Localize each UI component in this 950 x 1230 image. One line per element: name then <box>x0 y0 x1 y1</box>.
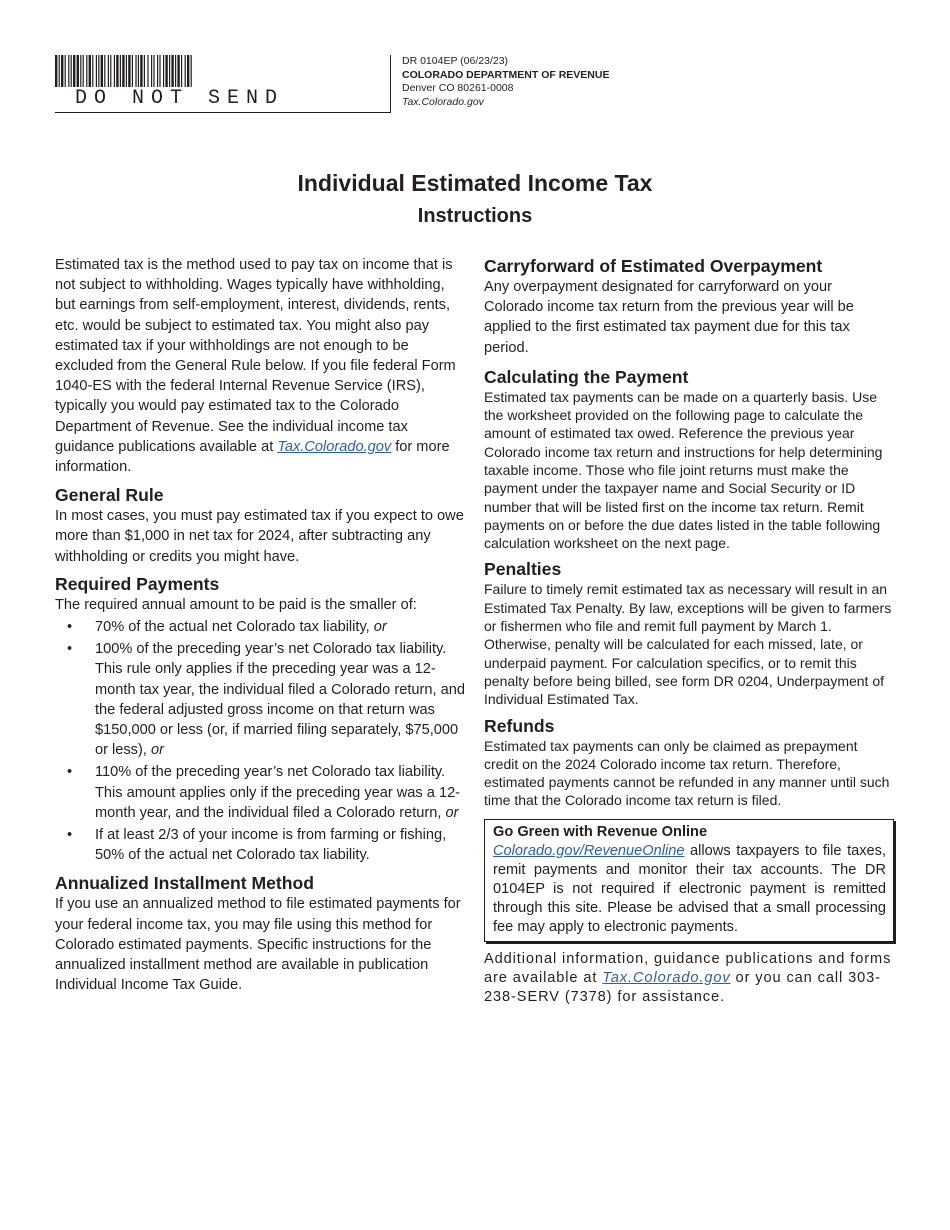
required-payments-heading: Required Payments <box>55 573 220 594</box>
right-column <box>484 255 894 1007</box>
form-header-info <box>402 55 609 109</box>
barcode-bar <box>191 55 192 87</box>
left-column <box>55 255 465 996</box>
barcode-bar <box>159 55 160 87</box>
barcode-bar <box>61 55 63 87</box>
barcode-bar <box>140 55 142 87</box>
barcode-bar <box>147 55 148 87</box>
barcode-box <box>55 55 391 113</box>
penalties-text: Failure to timely remit estimated tax as necessary will result in an Estimated Tax Penalty. By law, exceptions will be given to farmers or fishermen who file and remit full payment by March 1. Otherwise, penalty will be calculated for each missed, late, or underpaid payment. For calculation specifics, or to remit this penalty before being billed, see form DR 0204, Underpayment of Individual Estimated Tax. <box>484 581 892 708</box>
barcode-bar <box>65 55 66 87</box>
additional-info-text: Additional information, guidance publications and forms are available at Tax.Colorado.gov or you can call 303-238-SERV (7378) for assistance. <box>484 950 892 1006</box>
barcode-bar <box>157 55 158 87</box>
calculating-text: Estimated tax payments can be made on a quarterly basis. Use the worksheet provided on the following page to calculate the amount of estimated tax owed. Reference the previous year Colorado income tax return and instructions for help determining taxable income. Those who file joint returns must make the payment under the taxpayer name and Social Security or ID number that will be listed first on the income tax return. Remit payments on or before the due dates listed in the table following calculation worksheet on the next page. <box>484 388 883 552</box>
go-green-box <box>484 819 894 942</box>
barcode-bar <box>86 55 87 87</box>
barcode-bar <box>126 55 127 87</box>
barcode-bar <box>169 55 170 87</box>
go-green-title: Go Green with Revenue Online <box>493 823 708 840</box>
annualized-heading: Annualized Installment Method <box>55 873 315 894</box>
barcode-bar <box>185 55 186 87</box>
barcode-bar <box>175 55 176 87</box>
department-website[interactable]: Tax.Colorado.gov <box>402 95 484 108</box>
barcode-bar <box>71 55 72 87</box>
barcode-bar <box>144 55 145 87</box>
barcode-bar <box>128 55 130 87</box>
list-item: • 70% of the actual net Colorado tax liability, or <box>55 617 465 637</box>
barcode-bar <box>132 55 133 87</box>
penalties-heading: Penalties <box>484 559 562 580</box>
barcode-bar <box>96 55 97 87</box>
list-item: • 110% of the preceding year’s net Colorado tax liability. This amount applies only if the preceding year was a 12-month year, and the individual filed a Colorado return, or <box>55 762 465 823</box>
barcode-bar <box>68 55 69 87</box>
barcode-bar <box>187 55 189 87</box>
barcode-bar <box>110 55 111 87</box>
form-number: DR 0104EP (06/23/23) <box>402 55 509 67</box>
tax-colorado-link[interactable]: Tax.Colorado.gov <box>277 438 392 455</box>
barcode-bar <box>83 55 84 87</box>
department-address: Denver CO 80261-0008 <box>402 82 514 94</box>
barcode-bar <box>165 55 167 87</box>
barcode-bar <box>181 55 182 87</box>
calculating-heading: Calculating the Payment <box>484 366 689 387</box>
barcode-bar <box>177 55 179 87</box>
refunds-text: Estimated tax payments can only be claimed as prepayment credit on the 2024 Colorado income tax return. Therefore, estimated payments cannot be refunded in any manner until such time that the Colorado income tax return is filed. <box>484 737 890 809</box>
barcode-bar <box>77 55 79 87</box>
barcode-bar <box>151 55 152 87</box>
barcode-bar <box>80 55 81 87</box>
list-item: • 100% of the preceding year’s net Colorado tax liability. This rule only applies if the preceding year was a 12-month tax year, the individual filed a Colorado return, and the federal adjusted gross income on that return was $150,000 or less (or, if married filing separately, $75,000 or less), or <box>55 639 465 760</box>
refunds-heading: Refunds <box>484 715 555 736</box>
barcode-bar <box>59 55 60 87</box>
page-title: Individual Estimated Income Tax <box>297 170 653 196</box>
required-payments-intro: The required annual amount to be paid is the smaller of: <box>55 596 417 613</box>
barcode-bar <box>98 55 99 87</box>
barcode-bar <box>89 55 91 87</box>
carryforward-text: Any overpayment designated for carryforward on your Colorado income tax return from the previous year will be applied to the first estimated tax payment due for this tax period. <box>484 279 854 356</box>
barcode-bar <box>114 55 115 87</box>
list-item: • If at least 2/3 of your income is from farming or fishing, 50% of the actual net Colorado tax liability. <box>55 825 465 865</box>
barcode-bar <box>122 55 124 87</box>
annualized-text: If you use an annualized method to file estimated payments for your federal income tax, you may file using this method for Colorado estimated payments. Specific instructions for the annualized installment method are available in publication Individual Income Tax Guide. <box>55 896 461 994</box>
barcode-bar <box>101 55 103 87</box>
barcode-bar <box>171 55 173 87</box>
do-not-send-label: DO NOT SEND <box>75 87 285 110</box>
barcode-bar <box>92 55 93 87</box>
department-name: COLORADO DEPARTMENT OF REVENUE <box>402 68 610 81</box>
barcode-bar <box>116 55 118 87</box>
barcode-image <box>55 55 275 87</box>
barcode-bar <box>120 55 121 87</box>
barcode-bar <box>138 55 139 87</box>
carryforward-heading: Carryforward of Estimated Overpayment <box>484 256 823 276</box>
barcode-bar <box>104 55 105 87</box>
page-subtitle: Instructions <box>417 205 533 227</box>
barcode-bar <box>73 55 75 87</box>
general-rule-text: In most cases, you must pay estimated tax if you expect to owe more than $1,000 in net tax for 2024, after subtracting any withholding or credits you might have. <box>55 508 464 565</box>
intro-paragraph: Estimated tax is the method used to pay tax on income that is not subject to withholding. Wages typically have withholding, but earnings from self-employment, interest, dividends, rents, etc. would be subject to estimated tax. You might also pay estimated tax if your withholdings are not enough to be excluded from the General Rule below. If you file federal Form 1040-ES with the federal Internal Revenue Service (IRS), typically you would pay estimated tax to the Colorado Department of Revenue. See the individual income tax guidance publications available at Tax.Colorado.gov for more information. <box>55 257 456 476</box>
barcode-bar <box>163 55 164 87</box>
required-payments-list <box>55 617 465 865</box>
general-rule-heading: General Rule <box>55 485 164 506</box>
barcode-bar <box>135 55 136 87</box>
go-green-text: Colorado.gov/RevenueOnline allows taxpayers to file taxes, remit payments and monitor their tax accounts. The DR 0104EP is not required if electronic payment is remitted through this site. Please be advised that a small processing fee may apply to electronic payments. <box>493 842 886 935</box>
barcode-bar <box>55 55 57 87</box>
revenue-online-link[interactable]: Colorado.gov/RevenueOnline <box>493 842 685 859</box>
barcode-bar <box>153 55 154 87</box>
tax-colorado-link-2[interactable]: Tax.Colorado.gov <box>602 969 731 986</box>
barcode-bar <box>108 55 109 87</box>
